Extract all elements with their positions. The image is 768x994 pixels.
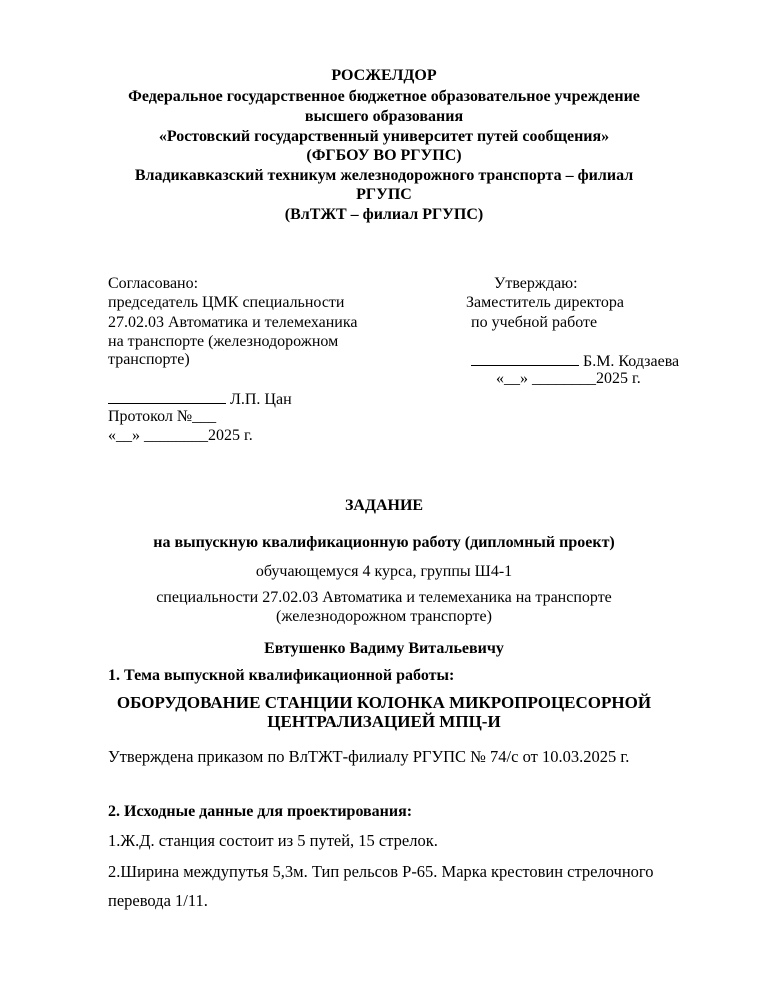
approval-order: Утверждена приказом по ВлТЖТ-филиалу РГУПС № 74/с от 10.03.2025 г. bbox=[108, 747, 630, 766]
approved-signer: Б.М. Кодзаева bbox=[583, 353, 680, 370]
topic-line-2: ЦЕНТРАЛИЗАЦИЕЙ МПЦ-И bbox=[267, 712, 501, 731]
student-course: обучающемуся 4 курса, группы Ш4-1 bbox=[255, 563, 513, 580]
initial-data-item-2-line-2: перевода 1/11. bbox=[108, 891, 208, 910]
approved-line-1: Заместитель директора bbox=[466, 294, 625, 311]
signature-blank bbox=[471, 351, 579, 366]
topic-line-1: ОБОРУДОВАНИЕ СТАНЦИИ КОЛОНКА МИКРОПРОЦЕСОРНОЙ bbox=[116, 693, 652, 712]
agreed-line-1: председатель ЦМК специальности bbox=[108, 294, 345, 311]
header-line-1: Федеральное государственное бюджетное образовательное учреждение bbox=[128, 88, 640, 105]
agreed-date: «__» ________2025 г. bbox=[108, 427, 253, 444]
header-line-4: (ФГБОУ ВО РГУПС) bbox=[306, 147, 462, 164]
approved-signature-line bbox=[471, 351, 679, 371]
header-line-6: РГУПС bbox=[356, 186, 412, 203]
task-title: ЗАДАНИЕ bbox=[344, 497, 424, 514]
header-line-2: высшего образования bbox=[304, 108, 464, 125]
section-1-heading: 1. Тема выпускной квалификационной работы: bbox=[108, 667, 455, 684]
agreed-title: Согласовано: bbox=[108, 275, 199, 292]
signature-blank bbox=[108, 389, 226, 404]
agreed-signature-line bbox=[108, 389, 292, 409]
approved-title: Утверждаю: bbox=[494, 275, 578, 292]
initial-data-item-2-line-1: 2.Ширина междупутья 5,3м. Тип рельсов Р-65. Марка крестовин стрелочного bbox=[108, 862, 654, 881]
approved-date: «__» ________2025 г. bbox=[496, 370, 641, 387]
header-line-3: «Ростовский государственный университет путей сообщения» bbox=[158, 128, 610, 145]
agreed-line-4: транспорте) bbox=[108, 351, 190, 368]
initial-data-item-1: 1.Ж.Д. станция состоит из 5 путей, 15 стрелок. bbox=[108, 831, 438, 850]
org-name: РОСЖЕЛДОР bbox=[331, 67, 437, 84]
header-line-5: Владикавказский техникум железнодорожного транспорта – филиал bbox=[134, 167, 634, 184]
task-subtitle: на выпускную квалификационную работу (дипломный проект) bbox=[153, 534, 615, 551]
student-name: Евтушенко Вадиму Витальевичу bbox=[264, 640, 504, 657]
section-2-heading: 2. Исходные данные для проектирования: bbox=[108, 803, 413, 820]
specialty-line-2: (железнодорожном транспорте) bbox=[276, 608, 492, 625]
approved-line-2: по учебной работе bbox=[471, 314, 598, 331]
specialty-line-1: специальности 27.02.03 Автоматика и телемеханика на транспорте bbox=[156, 589, 612, 606]
agreed-line-3: на транспорте (железнодорожном bbox=[108, 333, 339, 350]
agreed-protocol: Протокол №___ bbox=[108, 408, 217, 425]
agreed-line-2: 27.02.03 Автоматика и телемеханика bbox=[108, 314, 358, 331]
agreed-signer: Л.П. Цан bbox=[230, 391, 292, 408]
header-line-7: (ВлТЖТ – филиал РГУПС) bbox=[284, 206, 484, 223]
